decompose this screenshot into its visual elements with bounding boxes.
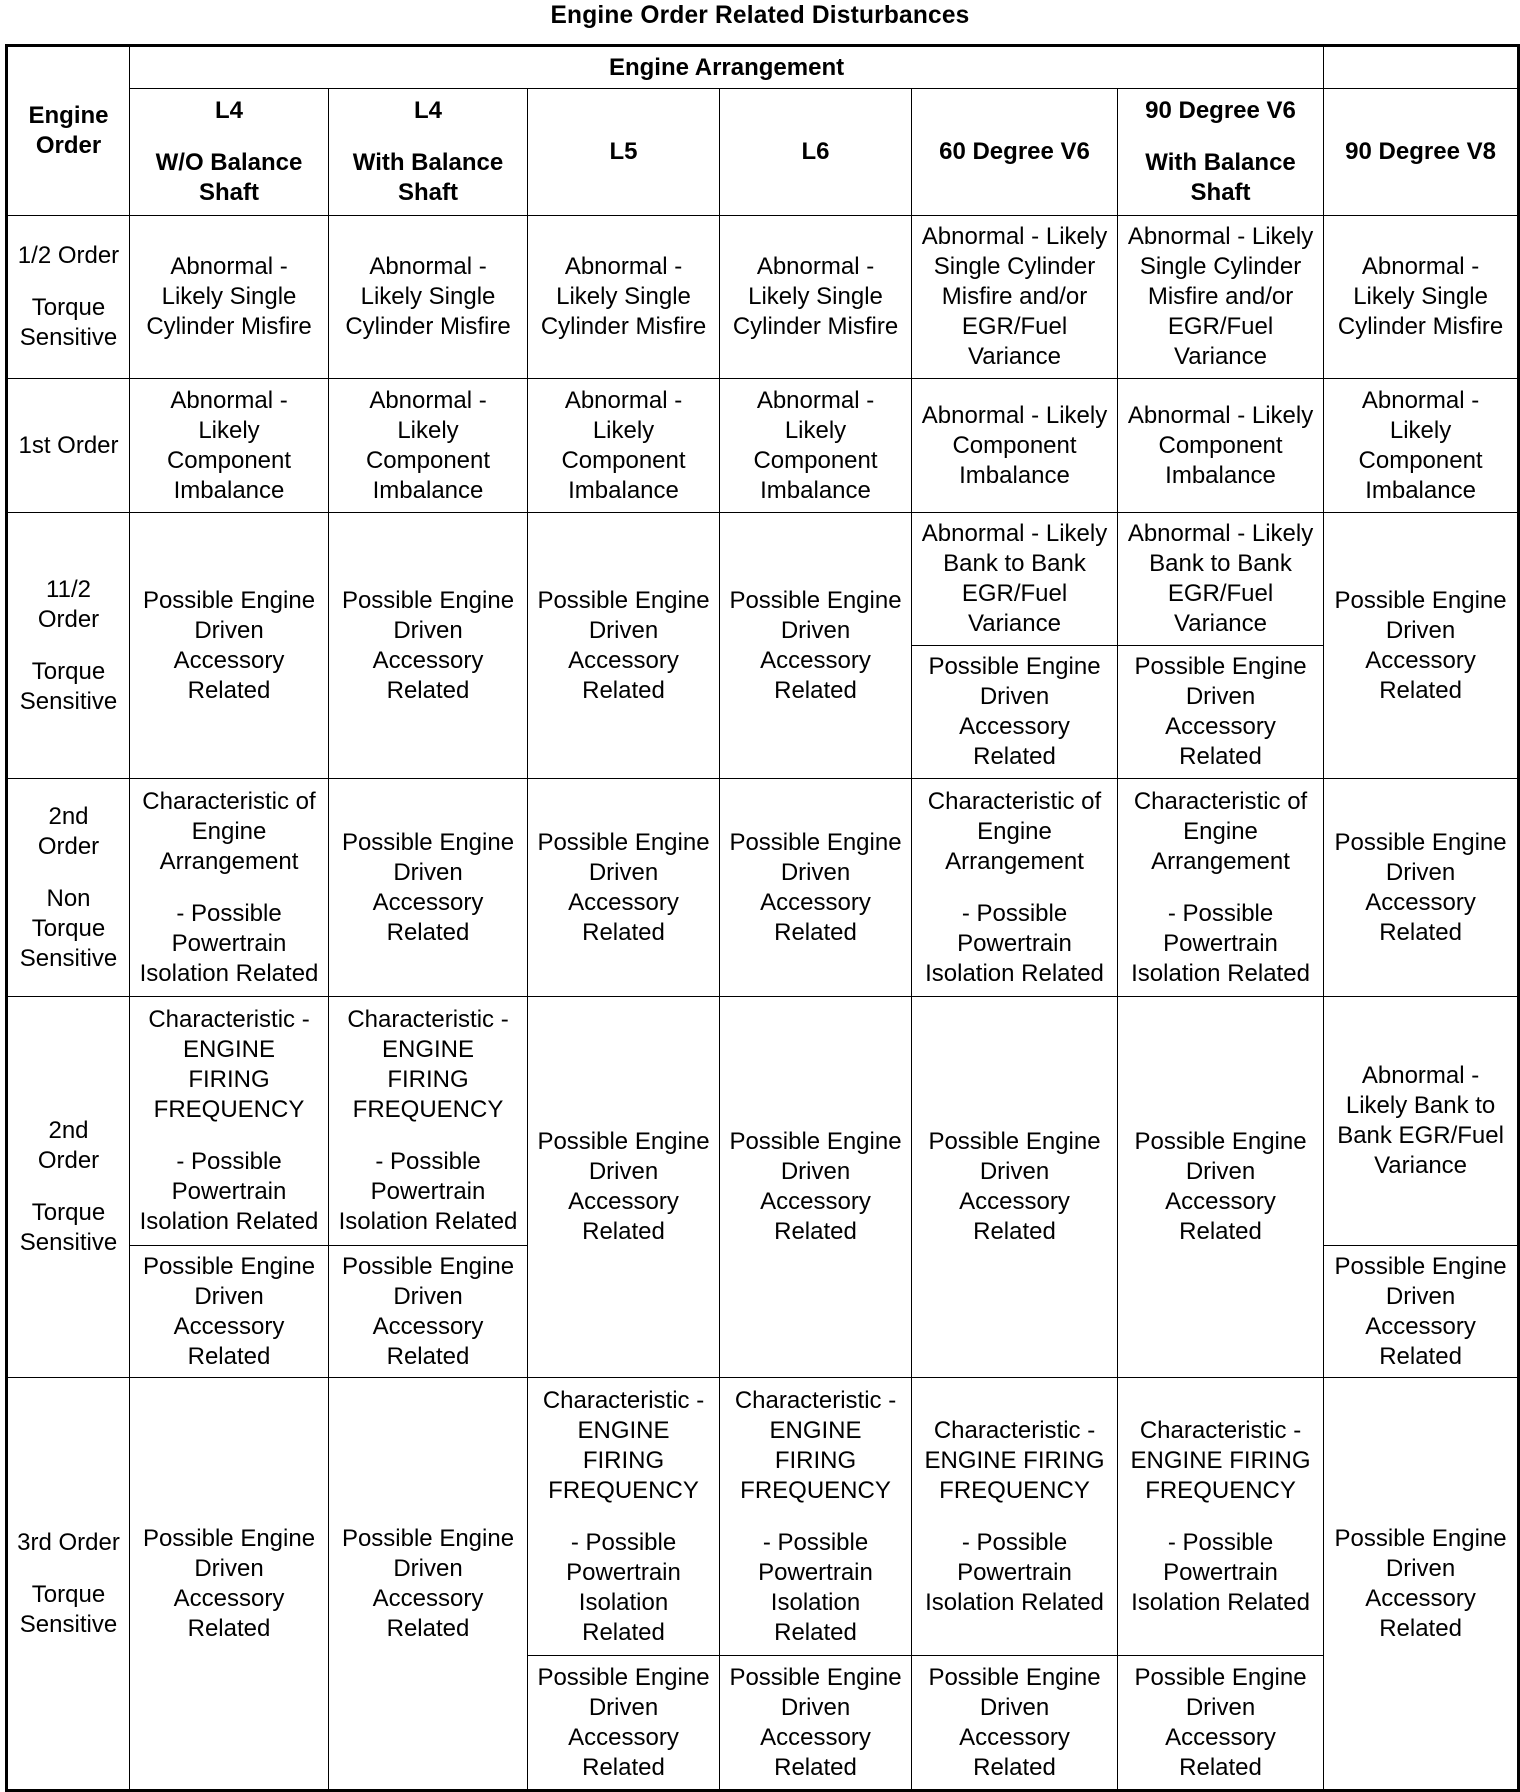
table-cell: Possible Engine Driven Accessory Related — [1324, 1246, 1519, 1378]
table-cell: Possible Engine Driven Accessory Related — [1118, 997, 1324, 1378]
table-cell: Abnormal - Likely Component Imbalance — [1118, 379, 1324, 513]
col-header-l5: L5 — [528, 89, 720, 216]
table-cell: Possible Engine Driven Accessory Related — [528, 1656, 720, 1791]
table-cell: Abnormal - Likely Component Imbalance — [130, 379, 329, 513]
table-row — [7, 997, 1519, 1246]
table-cell: Possible Engine Driven Accessory Related — [528, 513, 720, 779]
table-cell: Possible Engine Driven Accessory Related — [1324, 779, 1519, 997]
row-label-2nd-order-non-torque: 2nd Order Non Torque Sensitive — [7, 779, 130, 997]
row-label-2nd-order-torque: 2nd Order Torque Sensitive — [7, 997, 130, 1378]
table-row — [7, 379, 1519, 513]
header-engine-order: Engine Order — [7, 46, 130, 216]
table-cell: Abnormal - Likely Component Imbalance — [528, 379, 720, 513]
table-cell: Abnormal - Likely Single Cylinder Misfire — [130, 216, 329, 379]
table-cell: Abnormal - Likely Single Cylinder Misfire and/or EGR/Fuel Variance — [912, 216, 1118, 379]
table-cell: Characteristic - ENGINE FIRING FREQUENCY - Possible Powertrain Isolation Related — [912, 1378, 1118, 1656]
table-cell: Abnormal - Likely Single Cylinder Misfire — [720, 216, 912, 379]
table-cell: Possible Engine Driven Accessory Related — [130, 513, 329, 779]
table-row — [7, 779, 1519, 997]
table-cell: Characteristic of Engine Arrangement - Possible Powertrain Isolation Related — [1118, 779, 1324, 997]
table-cell: Abnormal - Likely Single Cylinder Misfire and/or EGR/Fuel Variance — [1118, 216, 1324, 379]
header-row — [7, 46, 1519, 89]
row-label-3rd-order: 3rd Order Torque Sensitive — [7, 1378, 130, 1791]
table-cell: Possible Engine Driven Accessory Related — [912, 1656, 1118, 1791]
table-cell: Possible Engine Driven Accessory Related — [1118, 1656, 1324, 1791]
table-cell: Abnormal - Likely Bank to Bank EGR/Fuel Variance — [912, 513, 1118, 646]
table-cell: Abnormal - Likely Bank to Bank EGR/Fuel Variance — [1118, 513, 1324, 646]
table-cell: Possible Engine Driven Accessory Related — [1324, 513, 1519, 779]
table-cell: Possible Engine Driven Accessory Related — [1118, 646, 1324, 779]
header-blank — [1324, 46, 1519, 89]
col-header-60-degree-v6: 60 Degree V6 — [912, 89, 1118, 216]
table-cell: Possible Engine Driven Accessory Related — [720, 1656, 912, 1791]
table-cell: Possible Engine Driven Accessory Related — [720, 997, 912, 1378]
row-label-1-1-2-order: 11/2 Order Torque Sensitive — [7, 513, 130, 779]
table-cell: Possible Engine Driven Accessory Related — [130, 1246, 329, 1378]
row-label-half-order: 1/2 Order Torque Sensitive — [7, 216, 130, 379]
col-header-l4-with-balance: L4 With Balance Shaft — [329, 89, 528, 216]
table-cell: Abnormal - Likely Single Cylinder Misfire — [329, 216, 528, 379]
table-cell: Abnormal - Likely Component Imbalance — [912, 379, 1118, 513]
table-cell: Possible Engine Driven Accessory Related — [130, 1378, 329, 1791]
table-cell: Possible Engine Driven Accessory Related — [329, 1246, 528, 1378]
table-cell: Characteristic - ENGINE FIRING FREQUENCY - Possible Powertrain Isolation Related — [720, 1378, 912, 1656]
table-cell: Abnormal - Likely Bank to Bank EGR/Fuel Variance — [1324, 997, 1519, 1246]
page-title: Engine Order Related Disturbances — [550, 1, 970, 29]
col-header-l4-wo-balance: L4 W/O Balance Shaft — [130, 89, 329, 216]
table-cell: Possible Engine Driven Accessory Related — [720, 779, 912, 997]
table-cell: Characteristic - ENGINE FIRING FREQUENCY - Possible Powertrain Isolation Related — [130, 997, 329, 1246]
table-cell: Possible Engine Driven Accessory Related — [329, 779, 528, 997]
table-cell: Possible Engine Driven Accessory Related — [528, 997, 720, 1378]
table-cell: Possible Engine Driven Accessory Related — [528, 779, 720, 997]
header-engine-arrangement: Engine Arrangement — [130, 46, 1324, 89]
table-cell: Possible Engine Driven Accessory Related — [329, 513, 528, 779]
col-header-90-degree-v8: 90 Degree V8 — [1324, 89, 1519, 216]
row-label-1st-order: 1st Order — [7, 379, 130, 513]
table-cell: Possible Engine Driven Accessory Related — [329, 1378, 528, 1791]
table-cell: Possible Engine Driven Accessory Related — [912, 997, 1118, 1378]
table-cell: Characteristic - ENGINE FIRING FREQUENCY - Possible Powertrain Isolation Related — [1118, 1378, 1324, 1656]
table-cell: Abnormal - Likely Component Imbalance — [329, 379, 528, 513]
table-row — [7, 216, 1519, 379]
engine-order-table — [5, 44, 1520, 1792]
col-header-l6: L6 — [720, 89, 912, 216]
table-cell: Abnormal - Likely Single Cylinder Misfire — [1324, 216, 1519, 379]
table-cell: Abnormal - Likely Single Cylinder Misfire — [528, 216, 720, 379]
col-header-90-degree-v6: 90 Degree V6 With Balance Shaft — [1118, 89, 1324, 216]
table-row — [7, 1378, 1519, 1656]
table-cell: Possible Engine Driven Accessory Related — [1324, 1378, 1519, 1791]
header-row — [7, 89, 1519, 216]
table-cell: Abnormal - Likely Component Imbalance — [1324, 379, 1519, 513]
table-cell: Characteristic of Engine Arrangement - Possible Powertrain Isolation Related — [130, 779, 329, 997]
table-row — [7, 513, 1519, 646]
table-cell: Characteristic - ENGINE FIRING FREQUENCY - Possible Powertrain Isolation Related — [329, 997, 528, 1246]
table-cell: Characteristic of Engine Arrangement - Possible Powertrain Isolation Related — [912, 779, 1118, 997]
table-cell: Possible Engine Driven Accessory Related — [720, 513, 912, 779]
table-cell: Possible Engine Driven Accessory Related — [912, 646, 1118, 779]
table-cell: Abnormal - Likely Component Imbalance — [720, 379, 912, 513]
table-cell: Characteristic - ENGINE FIRING FREQUENCY - Possible Powertrain Isolation Related — [528, 1378, 720, 1656]
